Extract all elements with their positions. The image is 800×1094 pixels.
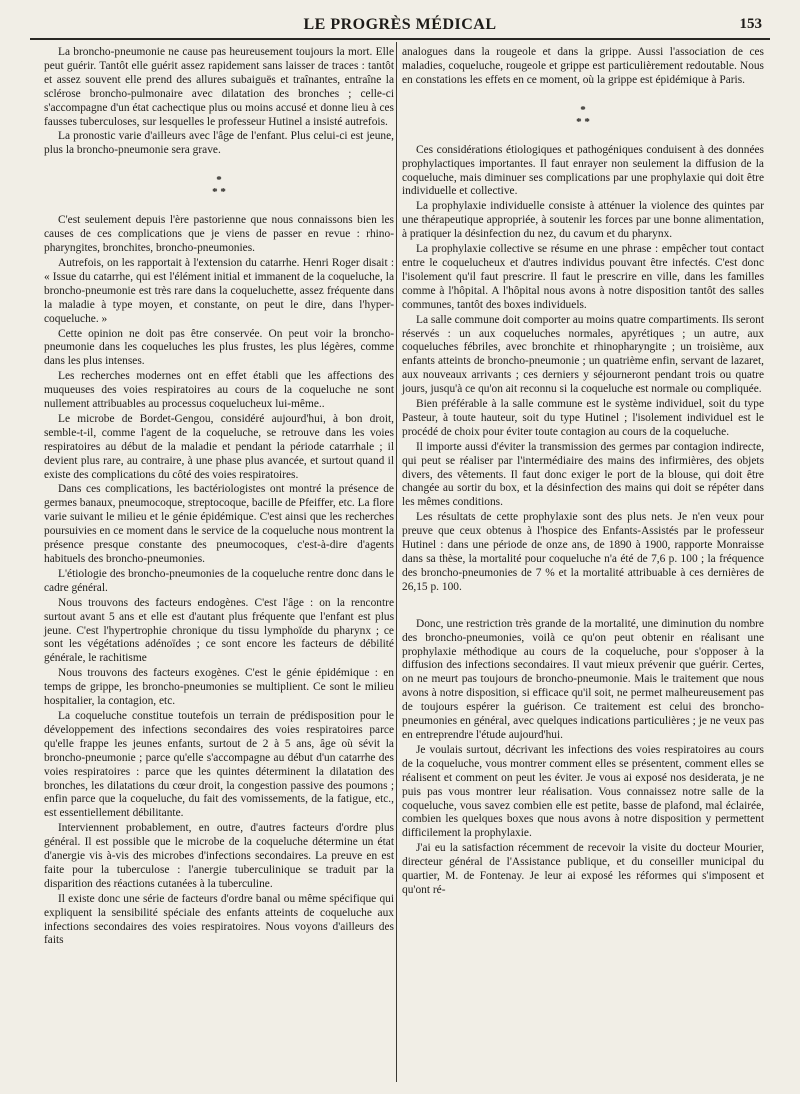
paragraph: Il existe donc une série de facteurs d'ordre banal ou même spécifique qui expliquent la sensibilité spéciale des enfants atteints de coqueluche aux infections secondaires des voies respiratoires. Nous voyons d'ailleurs des faits	[44, 892, 394, 947]
paragraph: La coqueluche constitue toutefois un terrain de prédisposition pour le développement des infections secondaires des voies respiratoires parce qu'elle frappe les jeunes enfants, surtout de 2 à 5 ans, âge où sévit la broncho-pneumonie ; parce qu'elle s'accompagne au début d'un catarrhe des voies respiratoires : parce que les quintes déterminent la dilatation des bronches, les dilatations du cœur droit, la congestion passive des poumons ; enfin parce que la coqueluche, du fait des vomissements, de la fatigue, etc., est essentiellement débilitante.	[44, 709, 394, 820]
paragraph: La prophylaxie collective se résume en une phrase : empêcher tout contact entre le coquelucheux et d'autres individus pouvant être infectés. C'est donc l'isolement qu'il faut prescrire. Il faut le prescrire en ville, dans les familles comme à l'hôpital. A l'hôpital nous avons à notre disposition tantôt des salles communes, tantôt des boxes individuels.	[402, 243, 764, 311]
paragraph: Les recherches modernes ont en effet établi que les affections des muqueuses des voies respiratoires au cours de la coqueluche ne sont nullement attribuables au processus coquelucheux lui-même..	[44, 370, 394, 411]
column-divider	[396, 42, 397, 1082]
blank-space	[402, 596, 764, 618]
paragraph: Il importe aussi d'éviter la transmission des germes par contagion indirecte, qui peut se réaliser par l'intermédiaire des mains des infirmières, des objets divers, des vêtements. Il faut donc exiger le port de la blouse, qui doit être changée au sortir du box, et la désinfection des mains qui doit se répéter dans les mêmes conditions.	[402, 440, 764, 509]
paragraph: Interviennent probablement, en outre, d'autres facteurs d'ordre plus général. Il est possible que le microbe de la coqueluche détermine un état d'anergie vis à-vis des microbes d'infections secondaires. La preuve en est faite pour la tuberculose : l'anergie tuberculinique se traduit par la disparition des réactions cutanées à la tuberculine.	[44, 822, 394, 890]
paragraph: Ces considérations étiologiques et pathogéniques conduisent à des données prophylactiques importantes. Il faut enrayer non seulement la diffusion de la coqueluche, mais diminuer ses complications par une prophylaxie qui doit être individuelle et collective.	[402, 143, 764, 198]
paragraph: C'est seulement depuis l'ère pastorienne que nous connaissons bien les causes de ces complications que je viens de passer en revue : rhino-pharyngites, bronchites, broncho-pneumonies.	[44, 214, 394, 255]
paragraph: Nous trouvons des facteurs exogènes. C'est le génie épidémique : en temps de grippe, les broncho-pneumonies se multiplient. Ce sont le milieu hospitalier, la contagion, etc.	[44, 667, 394, 708]
paragraph: Bien préférable à la salle commune est le système individuel, soit du type Pasteur, à toute hauteur, soit du type Hutinel ; l'isolement individuel est le procédé de choix pour éviter toute contagion au cours de la coqueluche.	[402, 398, 764, 438]
paragraph: Les résultats de cette prophylaxie sont des plus nets. Je n'en veux pour preuve que ceux obtenus à l'hospice des Enfants-Assistés par le professeur Hutinel : dans une période de onze ans, de 1890 à 1900, rapporte Monraisse dans sa thèse, la mortalité pour coqueluche n'a été de 7,6 p. 100 ; la fréquence des broncho-pneumonies de 7 % et la mortalité attribuable à ces dernières de 26,15 p. 100.	[402, 511, 764, 593]
journal-title: LE PROGRÈS MÉDICAL	[303, 16, 497, 33]
paragraph: Je voulais surtout, décrivant les infections des voies respiratoires au cours de la coqueluche, vous montrer comment elles se présentent, comment elles se réalisent et comment on peut les éviter. Je vous ai exposé nos desiderata, je ne puis pas vous montrer leur réalisation. Vous connaissez notre salle de la coqueluche, vous savez combien elle est petite, basse de plafond, mal éclairée, combien les quelques boxes que nous avons à notre disposition y permettent difficilement la prophylaxie.	[402, 743, 764, 840]
paragraph: J'ai eu la satisfaction récemment de recevoir la visite du docteur Mourier, directeur général de l'Assistance publique, et du conseiller municipal du quartier, M. de Fontenay. Je leur ai exposé les réformes qui s'imposent et qu'ont ré-	[402, 842, 764, 896]
paragraph: Autrefois, on les rapportait à l'extension du catarrhe. Henri Roger disait : « Issue du catarrhe, qui est l'élément initial et immanent de la coqueluche, la broncho-pneumonie est très rare dans la coqueluchette, assez fréquente dans la maladie à type moyen, et constante, on peut le dire, dans l'hyper-coqueluche. »	[44, 256, 394, 325]
section-separator-stars: * * *	[212, 174, 226, 199]
paragraph: Le microbe de Bordet-Gengou, considéré aujourd'hui, à bon droit, semble-t-il, comme l'agent de la coqueluche, se retrouve dans les voies respiratoires au début de la maladie et pendant la période catarrhale ; il devient plus rare, au contraire, à une phase plus avancée, et surtout quand il existe des complications du côté des voies respiratoires.	[44, 412, 394, 481]
left-column	[44, 46, 394, 949]
paragraph: La salle commune doit comporter au moins quatre compartiments. Ils seront réservés : un aux coqueluches normales, apyrétiques ; un autre, aux coqueluches fébriles, avec bronchite et rhinopharyngite ; un troisième, aux enfants atteints de broncho-pneumonie ; un quatrième enfin, servant de lazaret, aux nouveaux arrivants ; ces derniers y séjourneront pendant trois ou quatre jours, jusqu'à ce qu'on ait reconnu si la coqueluche est normale ou compliquée.	[402, 313, 764, 396]
paragraph: L'étiologie des broncho-pneumonies de la coqueluche rentre donc dans le cadre général.	[44, 567, 394, 594]
paragraph: analogues dans la rougeole et dans la grippe. Aussi l'association de ces maladies, coqueluche, rougeole et grippe est particulièrement redoutable. Nous en constations les effets en ce moment, où la grippe est épidémique à Paris.	[402, 46, 764, 86]
paragraph: Nous trouvons des facteurs endogènes. C'est l'âge : on la rencontre surtout avant 5 ans et elle est d'autant plus fréquente que l'enfant est plus jeune. C'est l'hypertrophie chronique du tissu lymphoïde du pharynx ; ce sont les végétations adénoïdes ; ce sont encore les facteurs de débilité générale, le rachitisme	[44, 596, 394, 665]
page-number: 153	[739, 16, 762, 32]
paragraph: La pronostic varie d'ailleurs avec l'âge de l'enfant. Plus celui-ci est jeune, plus la broncho-pneumonie sera grave.	[44, 130, 394, 157]
paragraph: La broncho-pneumonie ne cause pas heureusement toujours la mort. Elle peut guérir. Tantôt elle guérit assez rapidement sans laisser de traces : tantôt et assez souvent elle prend des allures subaiguës et traînantes, entraîne la sclérose broncho-pulmonaire avec dilatation des bronches ; celle-ci s'accompagne d'un état cachectique plus ou moins accusé et donne lieu à ces fausses tuberculoses, sur lesquelles le professeur Hutinel a insisté autrefois.	[44, 46, 394, 128]
section-separator-stars: * * *	[576, 103, 590, 128]
running-header	[30, 12, 770, 40]
paragraph: Cette opinion ne doit pas être conservée. On peut voir la broncho-pneumonie dans les coqueluches les plus frustes, les plus légères, comme dans les plus intenses.	[44, 327, 394, 368]
right-column	[402, 46, 764, 899]
paragraph: Dans ces complications, les bactériologistes ont montré la présence de germes banaux, pneumocoque, streptocoque, bacille de Pfeiffer, etc. La flore varie suivant le milieu et le génie épidémique. C'est ainsi que les recherches poursuivies en ce moment dans le service de la coqueluche nous montrent la présence presque constante des pneumocoques, c'est-à-dire d'agents habituels des broncho-pneumonies.	[44, 483, 394, 565]
paragraph: Donc, une restriction très grande de la mortalité, une diminution du nombre des broncho-pneumonies, voilà ce qu'on peut obtenir en réalisant une prophylaxie méthodique au cours de la coqueluche, pour s'opposer à la diffusion des infections secondaires. Il vaut mieux prévenir que guérir. Certes, on ne meurt pas toujours de broncho-pneumonie. Mais le traitement que nous avons à notre disposition, si efficace qu'il soit, ne permet malheureusement pas de toujours espérer la guérison. Ce traitement est celui des broncho-pneumonies en général, avec quelques indications particulières ; je ne veux pas en entreprendre l'étude aujourd'hui.	[402, 617, 764, 741]
paragraph: La prophylaxie individuelle consiste à atténuer la violence des quintes par une thérapeutique appropriée, à soutenir les forces par une bonne alimentation, à pratiquer la désinfection du nez, du cavum et du pharynx.	[402, 200, 764, 241]
